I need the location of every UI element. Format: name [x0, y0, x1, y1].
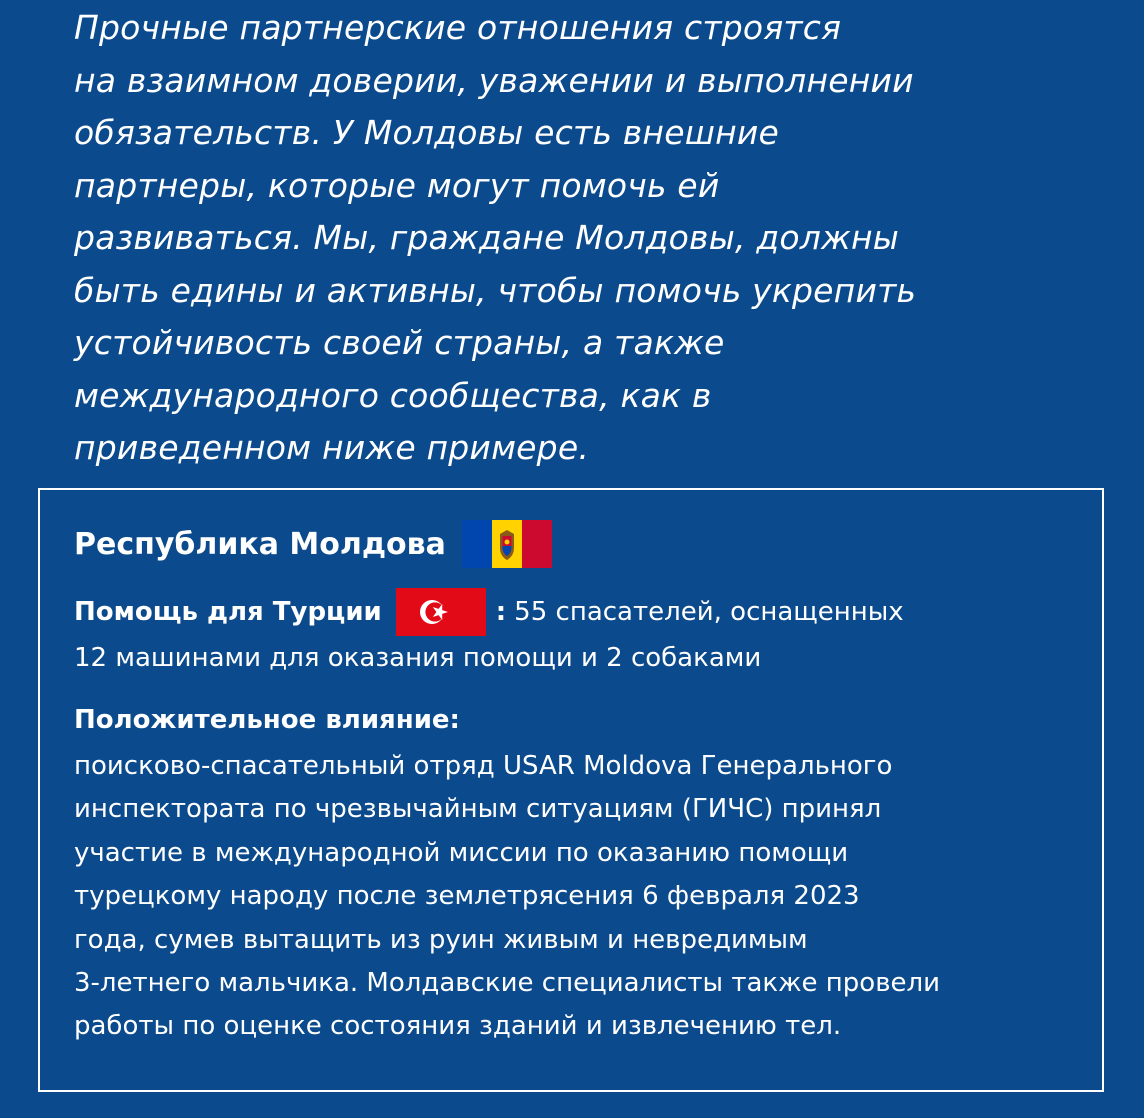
- intro-line: партнеры, которые могут помочь ей: [74, 165, 720, 205]
- help-label: Помощь для Турции: [74, 597, 382, 627]
- impact-line: поисково-спасательный отряд USAR Moldova Генерального: [74, 751, 893, 781]
- intro-paragraph: [74, 2, 1114, 475]
- intro-line: обязательств. У Молдовы есть внешние: [74, 113, 780, 152]
- box-title-text: Республика Молдова: [74, 526, 446, 562]
- intro-line: быть едины и активны, чтобы помочь укрепить: [74, 270, 917, 310]
- help-value-continuation: 12 машинами для оказания помощи и 2 собаками: [74, 643, 762, 673]
- intro-line: Прочные партнерские отношения строятся: [74, 8, 842, 47]
- impact-line: работы по оценке состояния зданий и извлечению тел.: [74, 1011, 842, 1042]
- impact-line: турецкому народу после землетрясения 6 февраля 2023: [74, 881, 860, 912]
- moldova-flag-icon: [462, 520, 552, 568]
- intro-line: устойчивость своей страны, а также: [74, 323, 725, 362]
- intro-line: на взаимном доверии, уважении и выполнении: [74, 60, 914, 100]
- impact-line: участие в международной миссии по оказанию помощи: [74, 837, 849, 868]
- intro-line: приведенном ниже примере.: [74, 428, 590, 467]
- box-title: [74, 518, 552, 570]
- impact-line: инспектората по чрезвычайным ситуациям (ГИЧС) принял: [74, 794, 882, 825]
- impact-line: 3-летнего мальчика. Молдавские специалисты также провели: [74, 968, 941, 999]
- help-colon: :: [495, 597, 507, 627]
- impact-line: года, сумев вытащить из руин живым и невредимым: [74, 924, 808, 955]
- intro-line: развиваться. Мы, граждане Молдовы, должны: [74, 218, 899, 257]
- impact-title: Положительное влияние:: [74, 705, 460, 735]
- help-value: 55 спасателей, оснащенных: [514, 597, 904, 627]
- help-row: [74, 588, 904, 636]
- intro-line: международного сообщества, как в: [74, 375, 712, 415]
- impact-body: [74, 745, 1094, 1049]
- turkey-flag-icon: [396, 588, 486, 636]
